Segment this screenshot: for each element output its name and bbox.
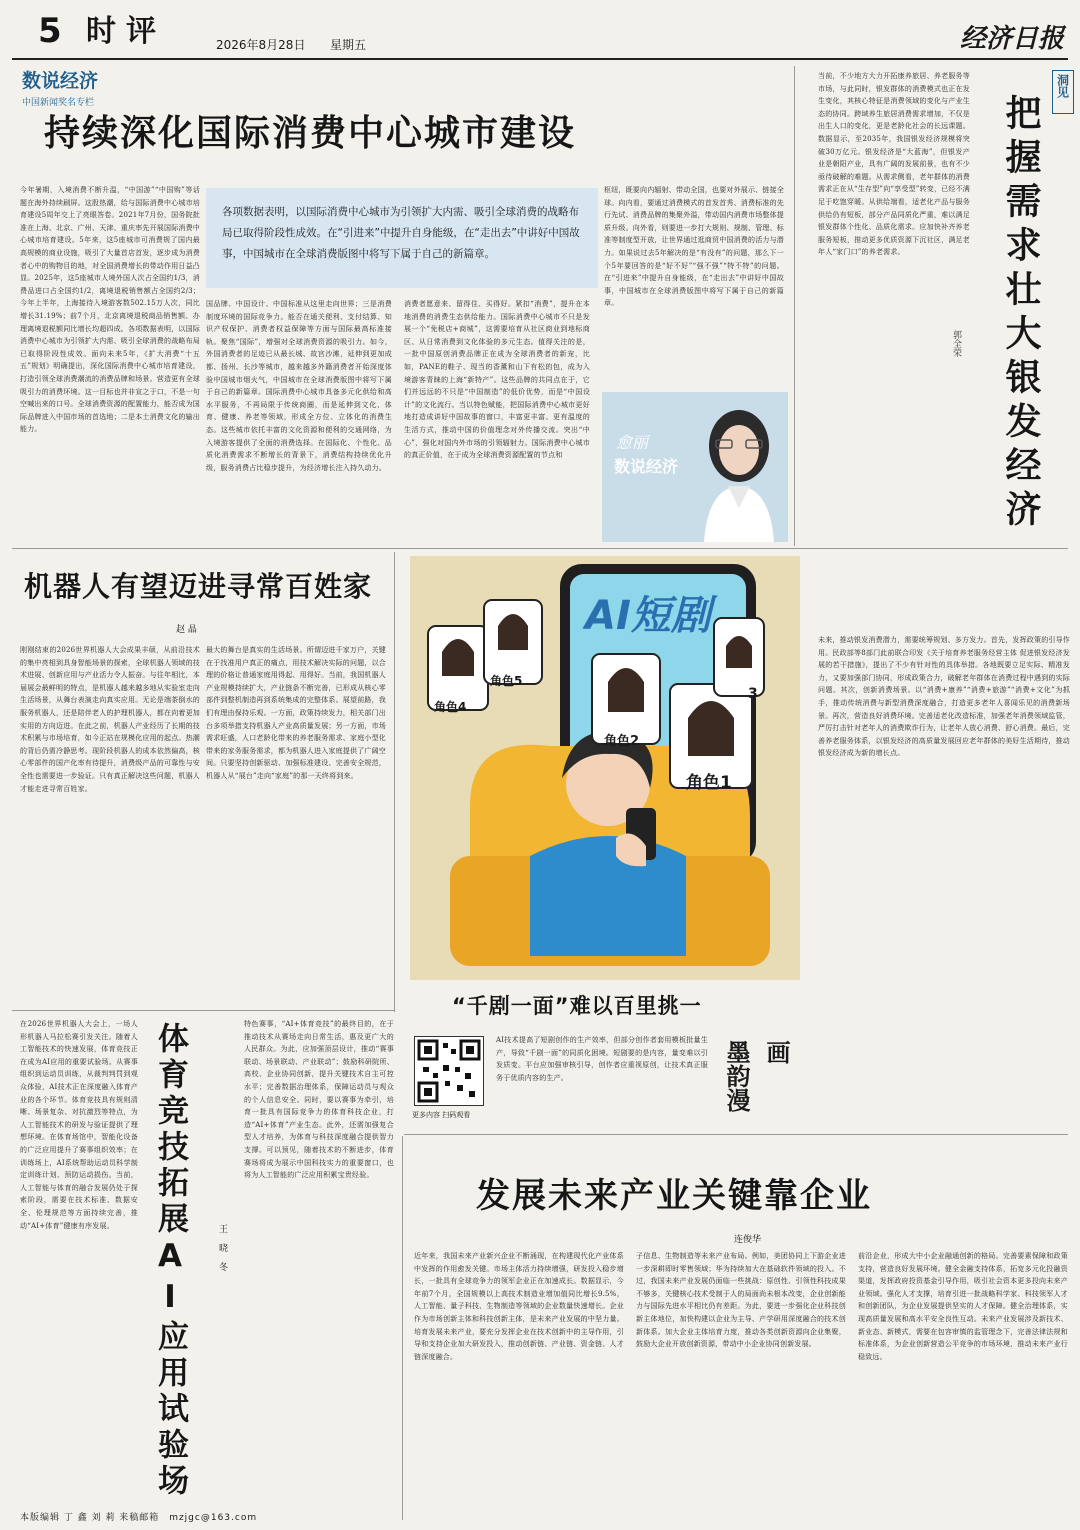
side-tag [1052, 70, 1074, 114]
author-portrait [694, 402, 784, 542]
cartoon-role-2: 角色2 [604, 734, 640, 749]
side-column-2: 未来，推动银发消费潜力，需要统筹规划、多方发力。首先，发挥政策的引导作用。民政部等8部门此前联合印发《关于培育养老服务经营主体 促进银发经济发展的若干措施》，提出了不少有针对性的具体举措。各地既要立足实际、精准发力，又要加强部门协同，形成政策合力，破解老年群体在消费过程中遇到的实际问题。其次，创新消费场景。以“消费+康养”“消费+旅游”“消费+文化”为抓手，推动传统消费与新型消费深度融合，打造更多老年人喜闻乐见的消费新场景。再次，营造良好消费环境。完善适老化改造标准，加强老年消费领域监管，严厉打击针对老年人的消费欺诈行为，让老年人放心消费、舒心消费。最后，完善养老服务体系，以银发经济的高质量发展回应老年群体的美好生活期待，推动银发经济成为新的增长点。 [818, 636, 1070, 758]
cartoon-seal: 墨韵漫画 [722, 1040, 791, 1112]
lead-column-2: 国品牌、中国设计、中国标准从这里走向世界；三是消费制度环境的国际竞争力。能否在通关便利、支付结算、知识产权保护、消费者权益保障等方面与国际最高标准接轨。聚焦“国际”，增强对全球消费资源的吸引力。如今，外国消费者的足迹已从最长城、故宫沙滩，延伸到更加成都、扬州、长沙等城市，越来越多外籍消费者开始深度体验中国城市烟火气，中国城市在全球消费版图中将写下属于自己的新篇章。国际消费中心城市具备多元化供给和高水平服务，不再局限于传统商圈，而是延伸到文化、体育、健康、养老等领域，形成全方位、立体化的消费生态。这些城市依托丰富的文化资源和便利的交通网络，为入境游客提供了全面的消费选择。在国际化、个性化、品质化消费需求不断增长的背景下，消费结构持续优化升级，服务消费占比稳步提升，为经济增长注入持久动力。 [206, 300, 392, 472]
cartoon-screen-title: AI短剧 [585, 593, 711, 639]
sports-headline: 体育竞技拓展AI应用试验场 [152, 1022, 188, 1500]
column-subtitle: 中国新闻奖名专栏 [22, 98, 95, 108]
column-badge [22, 66, 98, 108]
robot-column-1: 刚刚结束的2026世界机器人大会成果丰硕，从前沿技术的集中亮相到具身智能场景的探索，全球机器人领域的技术进展、创新应用与产业活力令人振奋。与往年相比，本届展会最鲜明的特点，是机器人越来越多地从实验室走向生活场景，从舞台表演走向真实应用。无论是端茶倒水的服务机器人，还是陪伴老人的护理机器人，都在向着更加实用的方向迈进。在此之前，机器人产业经历了长期的技术积累与市场培育，如今正站在规模化应用的起点。热潮的背后仍需冷静思考。现阶段机器人的成本依然偏高，核心零部件的国产化率有待提升，消费级产品的可靠性与安全性也需要进一步验证。只有真正解决这些问题，机器人才能走进寻常百姓家。 [20, 646, 200, 793]
lead-side-divider [794, 66, 795, 546]
section-name: 时评 [86, 14, 166, 49]
sports-divider [402, 1136, 403, 1520]
column-name: 数说经济 [22, 70, 99, 92]
cartoon-text: AI技术提高了短剧创作的生产效率，但部分创作者套用模板批量生产，导致“千剧一面”的同质化困境。短剧要的是内容，量变难以引发质变。平台应加强审核引导，创作者应重视原创，让技术真正服务于优质内容的生产。 [496, 1036, 708, 1082]
author-column-badge: 数说经济 [614, 457, 679, 476]
page-number: 5 [38, 11, 62, 51]
side-column-1: 当前，不少地方大力开拓康养旅居、养老服务等市场，与此同时，银发群体的消费模式也正在发生变化，其核心特征是消费领域的变化与产业生态的协同。跨域养生旅居消费需求增加，不仅是出生人口的变化，更是老龄化社会的长远课题。数据显示，至2035年，我国银发经济规模将突破30万亿元。银发经济是“大蓝海”，但银发产业是朝阳产业，具有广阔的发展前景，也有不少亟待破解的难题。从需求侧看，老年群体的消费需求正在从“生存型”向“享受型”转变，已经不满足于吃饱穿暖。从供给端看，适老化产品与服务供给仍有短板，部分产品同质化严重，难以满足银发群体个性化、品质化需求。应加快补齐养老服务短板，推动更多优质资源下沉社区，满足老年人“家门口”的养老需求。 [818, 72, 970, 257]
cartoon-role-1: 角色1 [686, 773, 732, 793]
lead-summary-box [206, 188, 598, 288]
robot-headline: 机器人有望迈进寻常百姓家 [24, 570, 373, 603]
masthead [0, 0, 1080, 60]
cartoon-qr-code [414, 1036, 484, 1106]
enterprise-author: 连俊华 [734, 1235, 762, 1245]
enterprise-column-1: 近年来，我国未来产业新兴企业不断涌现，在构建现代化产业体系中发挥的作用愈发关键。市场主体活力持续增强，研发投入稳步增长，一批具有全球竞争力的领军企业正在加速成长。数据显示，今年前7个月，全国规模以上高技术制造业增加值同比增长9.5%，人工智能、量子科技、生物制造等领域的企业数量快速增长。企业作为市场创新主体和科技创新主体，是未来产业发展的中坚力量。培育发展未来产业，要充分发挥企业在技术创新中的主导作用，引导和支持企业加大研发投入，推动创新链、产业链、资金链、人才链深度融合。 [414, 1252, 624, 1361]
lead-column-3: 消费者愿意来、留得住、买得好。紧扣“消费”，提升在本地消费的消费生态供给能力。国际消费中心城市不只是发展一个“免税店+商城”，这需要培育从社区商业到地标商区、从日常消费到文化体验的多元生态。值得关注的是，一批中国原创消费品牌正在成为全球消费者的新宠，比如，PANE的鞋子、现当的香薰和山下有松的包，成为入境游客青睐的上海“新特产”。这些品牌的共同点在于，它们并远远的不只是“中国制造”的低价优势，而是“中国设计”的文化流行。当以特色赋能，把国际消费中心城市更好地打造成讲好中国故事的窗口，丰富更丰富、更有温度的生活方式，推动中国的价值理念对外传播交流。突出“中心”，强化对国内外市场的引领辐射力。国际消费中心城市的真正价值，在于成为全球消费资源配置的节点和 [404, 300, 590, 460]
robot-cartoon-divider [394, 552, 395, 1012]
enterprise-headline: 发展未来产业关键靠企业 [476, 1176, 872, 1216]
cartoon-role-4: 角色4 [434, 700, 467, 714]
issue-date: 2026年8月28日 [216, 38, 306, 52]
qr-code-icon [415, 1037, 483, 1105]
footer-editors-text: 本版编辑 丁 鑫 刘 莉 来稿邮箱 [20, 1513, 160, 1523]
lead-column-1: 今年暑期，入境消费不断升温，“中国游”“中国购”等话题在海外持续刷屏。这股热潮，给与国际消费中心城市培育建设5周年交上了亮眼答卷。2021年7月份，国务院批准在上海、北京、广州、天津、重庆率先开展国际消费中心城市培育建设。5年来，这5座城市可消费规了国内最高规模的商业设施，吸引了大量首店首发，逐步成为消费者心中的购物目的地，对全国消费增长的带动作用日益凸显。2025年，这5座城市人境外国人次占全国约1/3，消费品进口占全国约1/2，离境退税销售额占全国约2/3；今年上半年，上海接待入境游客数502.15万人次，同比增长31.19%；前7个月，北京离境退税商品销售额、办理离境退税额同比增长均超四成。各项数据表明，以国际消费中心城市为引领扩大内需、吸引全球消费的战略布局已取得阶段性成效。面向未来5年，《扩大消费“十五五”规划》明确提出，深化国际消费中心城市培育建设，打造引领全球消费潮流的消费品牌和场景。营造更有全球吸引力的消费环境。这一目标也并非宣之于口，不是一句空喊出来的口号。全球消费资源的配置能力，能否成为国际品牌进入中国市场的首选地；二是本土消费文化的输出能力。 [20, 186, 200, 434]
cartoon-role-3: 3 [748, 686, 758, 702]
cartoon-bottom-rule [404, 1134, 1068, 1135]
sports-author: 王 晓 冬 [217, 1224, 227, 1271]
footer-editors [20, 1510, 257, 1523]
side-author: 郭全荣 [951, 330, 961, 357]
enterprise-column-3: 前沿企业，形成大中小企业融通创新的格局。完善要素保障和政策支持，营造良好发展环境。健全金融支持体系，拓宽多元化投融资渠道，发挥政府投资基金引导作用，吸引社会资本更多投向未来产业领域。强化人才支撑，培育引进一批战略科学家、科技领军人才和创新团队，为企业发展提供坚实的人才保障。健全治理体系，实现高质量发展和高水平安全良性互动。未来产业发展涉及新技术、新业态、新模式，需要在包容审慎的监管理念下，完善法律法规和标准体系，为企业创新营造公平竞争的市场环境，推动未来产业行稳致远。 [858, 1252, 1068, 1361]
sports-column-2: 特色赛事，“AI+体育竞技”的最终目的，在于推动技术从赛场走向日常生活，惠及更广大的人民群众。为此，应加强顶层设计，推动“赛事联动、场景联动、产业联动”；鼓励科研院所、高校、企业协同创新，提升关键技术自主可控水平；完善数据治理体系，保障运动员与观众的个人信息安全。同时，要以赛事为牵引，培育一批具有国际竞争力的体育科技企业，打造“AI+体育”产业生态。此外，还需加强复合型人才培养，为体育与科技深度融合提供智力支撑。可以预见，随着技术的不断进步，体育赛场将成为展示中国科技实力的重要窗口，也将为人工智能的广泛应用积累宝贵经验。 [244, 1020, 394, 1180]
lead-summary: 各项数据表明，以国际消费中心城市为引领扩大内需、吸引全球消费的战略布局已取得阶段性成效。在“引进来”中提升自身能级，在“走出去”中讲好中国故事，中国城市在全球消费版图中将写下属于自己的新篇章。 [222, 206, 580, 260]
enterprise-column-2: 子信息、生物制造等未来产业布局。例如，美团协同上下游企业进一步深耕即时零售领域；华为持续加大在基础软件领域的投入。不过，我国未来产业发展仍面临一些挑战：原创性、引领性科技成果不够多，关键核心技术受制于人的局面尚未根本改变，企业创新能力与国际先进水平相比仍有差距。为此，要进一步强化企业科技创新主体地位，加快构建以企业为主导、产学研用深度融合的技术创新体系。加大企业主体培育力度，推动各类创新资源向企业集聚，鼓励大企业开放创新资源，带动中小企业协同创新发展。 [636, 1252, 846, 1349]
lead-headline: 持续深化国际消费中心城市建设 [44, 113, 577, 154]
robot-author: 赵 晶 [176, 625, 197, 635]
author-portrait-card [602, 392, 788, 542]
lead-column-4: 枢纽，既要向内辐射、带动全国，也要对外展示、链接全球。向内看，要通过消费模式的首发首秀、消费标准的先行先试、消费品牌的集聚外溢，带动国内消费市场整体提质升级。向外看，则要进一步打大规则、规制、管理、标准等制度型开放，让世界通过逛商贸中国消费的活力与潜力。如果说过去5年解决的是“有没有”的问题，那么下一个5年要回答的是“好不好”“强不强”“特不特”的问题。在“引进来”中提升自身能级，在“走出去”中讲好中国故事，中国城市在全球消费版图中将写下属于自己的新篇章。 [604, 186, 784, 308]
cartoon-caption: “千剧一面”难以百里挑一 [452, 994, 702, 1018]
robot-bottom-rule [12, 1010, 394, 1011]
cartoon-illustration [410, 556, 800, 980]
masthead-rule [12, 58, 1068, 60]
cartoon-role-5: 角色5 [490, 674, 523, 688]
sports-column-1: 在2026世界机器人大会上，一场人形机器人马拉松赛引发关注。随着人工智能技术的快速发展，体育竞技正在成为AI应用的重要试验场。从赛事组织到运动员训练，从裁判判罚到观众体验，AI技术正在深度融入体育产业的各个环节。体育竞技具有规则清晰、场景复杂、对抗激烈等特点，为人工智能技术的研发与验证提供了理想环境。在体育场馆中，智能化设备的广泛应用提升了赛事组织效率；在训练场上，AI系统帮助运动员科学制定训练计划、预防运动损伤。当前，人工智能与体育的融合发展仍处于探索阶段，需要在技术标准、数据安全、伦理规范等方面持续完善，推动“AI+体育”健康有序发展。 [20, 1020, 138, 1230]
side-headline: 把握需求壮大银发经济 [1000, 94, 1041, 534]
author-signature: 愈丽 [616, 433, 649, 452]
issue-weekday: 星期五 [330, 38, 367, 52]
cartoon-qr-note: 更多内容 扫码观看 [412, 1111, 471, 1119]
footer-email[interactable]: mzjgc@163.com [169, 1513, 258, 1523]
robot-column-2: 最大的舞台是真实的生活场景。所谓迈进千家万户，关键在于找准用户真正的痛点，用技术解决实际的问题，以合理的价格让普通家庭用得起、用得好。当前，我国机器人产业规模持续扩大，产业链条不断完善，已形成从核心零部件到整机制造再到系统集成的完整体系。展望前路，我们有理由保持乐观。一方面，政策持续发力，相关部门出台多项举措支持机器人产业高质量发展；另一方面，市场需求旺盛，人口老龄化带来的养老服务需求、家庭小型化带来的家务服务需求，都为机器人进入家庭提供了广阔空间。只要坚持创新驱动、加强标准建设、完善安全规范，机器人从“展台”走向“家庭”的那一天终将到来。 [206, 646, 386, 780]
paper-logo: 经济日报 [960, 24, 1065, 54]
side-tag-label: 洞见 [1055, 74, 1070, 98]
